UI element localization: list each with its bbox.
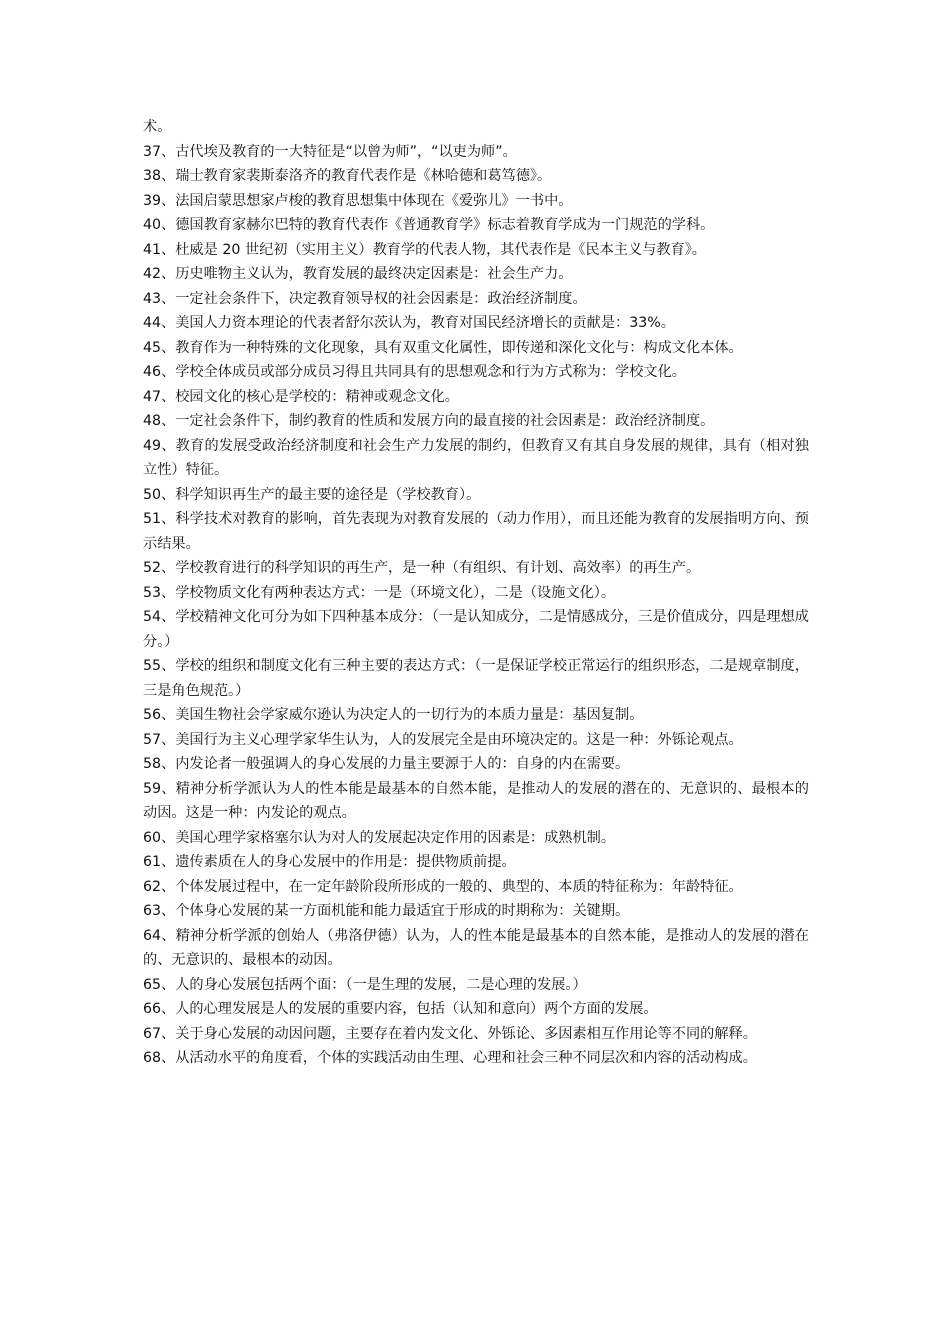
paragraph: 60、美国心理学家格塞尔认为对人的发展起决定作用的因素是：成熟机制。	[143, 829, 616, 846]
paragraph: 术。	[143, 119, 172, 135]
paragraph: 62、个体发展过程中，在一定年龄阶段所形成的一般的、典型的、本质的特征称为：年龄特征。	[143, 878, 743, 895]
paragraph: 64、精神分析学派的创始人（弗洛伊德）认为，人的性本能是最基本的自然本能，是推动人的发展的潜在的、无意识的、最根本的动因。	[143, 927, 809, 968]
paragraph: 54、学校精神文化可分为如下四种基本成分：（一是认知成分，二是情感成分，三是价值成分，四是理想成分。）	[143, 609, 809, 650]
paragraph: 42、历史唯物主义认为，教育发展的最终决定因素是：社会生产力。	[143, 266, 573, 282]
paragraph: 44、美国人力资本理论的代表者舒尔茨认为，教育对国民经济增长的贡献是：33%。	[143, 315, 675, 331]
paragraph: 41、杜威是 20 世纪初（实用主义）教育学的代表人物，其代表作是《民本主义与教育》。	[143, 241, 706, 258]
paragraph: 57、美国行为主义心理学家华生认为，人的发展完全是由环境决定的。这是一种：外铄论观点。	[143, 731, 743, 748]
paragraph: 61、遗传素质在人的身心发展中的作用是：提供物质前提。	[143, 854, 516, 870]
paragraph: 38、瑞士教育家裴斯泰洛齐的教育代表作是《林哈德和葛笃德》。	[143, 168, 552, 184]
paragraph: 48、一定社会条件下，制约教育的性质和发展方向的最直接的社会因素是：政治经济制度。	[143, 413, 715, 429]
paragraph: 49、教育的发展受政治经济制度和社会生产力发展的制约，但教育又有其自身发展的规律，具有（相对独立性）特征。	[143, 437, 809, 478]
paragraph: 67、关于身心发展的动因问题，主要存在着内发文化、外铄论、多因素相互作用论等不同的解释。	[143, 1025, 757, 1042]
paragraph: 51、科学技术对教育的影响，首先表现为对教育发展的（动力作用），而且还能为教育的发展指明方向、预示结果。	[143, 511, 809, 552]
paragraph: 63、个体身心发展的某一方面机能和能力最适宜于形成的时期称为：关键期。	[143, 903, 630, 919]
paragraph: 43、一定社会条件下，决定教育领导权的社会因素是：政治经济制度。	[143, 290, 587, 307]
paragraph: 55、学校的组织和制度文化有三种主要的表达方式：（一是保证学校正常运行的组织形态，二是规章制度，三是角色规范。）	[143, 658, 809, 699]
document-page	[143, 115, 809, 1071]
paragraph: 59、精神分析学派认为人的性本能是最基本的自然本能，是推动人的发展的潜在的、无意识的、最根本的动因。这是一种：内发论的观点。	[143, 780, 809, 821]
paragraph: 45、教育作为一种特殊的文化现象，具有双重文化属性，即传递和深化文化与：构成文化本体。	[143, 339, 743, 356]
paragraph: 58、内发论者一般强调人的身心发展的力量主要源于人的：自身的内在需要。	[143, 756, 630, 772]
paragraph: 37、古代埃及教育的一大特征是“以曾为师”，“以吏为师”。	[143, 143, 517, 160]
paragraph: 68、从活动水平的角度看，个体的实践活动由生理、心理和社会三种不同层次和内容的活动构成。	[143, 1050, 757, 1066]
paragraph: 56、美国生物社会学家威尔逊认为决定人的一切行为的本质力量是：基因复制。	[143, 707, 644, 723]
paragraph: 53、学校物质文化有两种表达方式：一是（环境文化），二是（设施文化）。	[143, 584, 616, 601]
paragraph: 66、人的心理发展是人的发展的重要内容，包括（认知和意向）两个方面的发展。	[143, 1001, 658, 1017]
paragraph: 46、学校全体成员或部分成员习得且共同具有的思想观念和行为方式称为：学校文化。	[143, 364, 686, 380]
paragraph: 52、学校教育进行的科学知识的再生产，是一种（有组织、有计划、高效率）的再生产。	[143, 560, 701, 576]
paragraph: 50、科学知识再生产的最主要的途径是（学校教育）。	[143, 486, 481, 503]
paragraph: 40、德国教育家赫尔巴特的教育代表作《普通教育学》标志着教育学成为一门规范的学科。	[143, 217, 715, 233]
paragraph: 47、校园文化的核心是学校的：精神或观念文化。	[143, 388, 459, 405]
paragraph: 39、法国启蒙思想家卢梭的教育思想集中体现在《爱弥儿》一书中。	[143, 192, 573, 209]
paragraph: 65、人的身心发展包括两个面：（一是生理的发展，二是心理的发展。）	[143, 976, 587, 993]
